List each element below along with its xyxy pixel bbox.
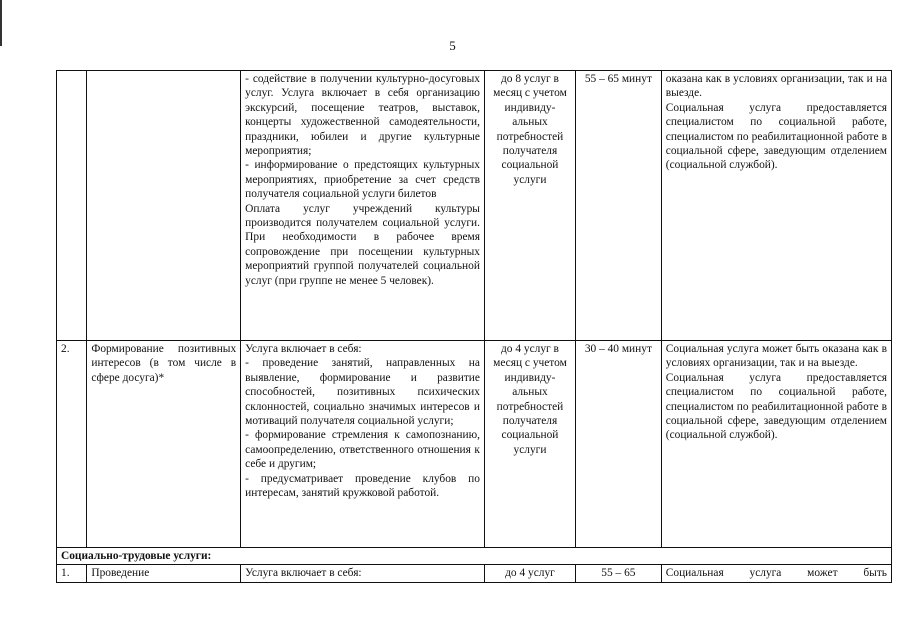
service-content-cell: Услуга включает в себя: - проведение занятий, направленных на выявление, формирование и развитие способностей, позитивных психических склонностей, социально значимых интересов и мотиваций получателя социальной услуги; - формирование стремления к самопознанию, самоопределению, ответственного отношения к себе и другим; - предусматривает проведение клубов по интересам, занятий кружковой работой. xyxy=(241,341,485,548)
service-conditions-cell: Социальная услуга может быть оказана как в условиях организации, так и на выезде. Социальная услуга предоставляется специалистом по социальной работе, специалистом по реабилитационной работе в социальной сфере, заведующим отделением (социальной службой). xyxy=(661,341,891,548)
service-conditions-cell: Социальная услуга может быть xyxy=(661,565,891,582)
service-duration-cell: 55 – 65 xyxy=(575,565,661,582)
table-row xyxy=(57,341,892,548)
service-content-cell: - содействие в получении культурно-досуговых услуг. Услуга включает в себя организацию экскурсий, посещение театров, выставок, концерты художественной самодеятельности, праздники, юбилеи и другие культурные мероприятия; - информирование о предстоящих культурных мероприятиях, приобретение за счет средств получателя социальной услуги билетов Оплата услуг учреждений культуры производится получателем социальной услуги. При необходимости в рабочее время сопровождение при посещении культурных мероприятий группой получателей социальной услуг (при группе не менее 5 человек). xyxy=(241,71,485,341)
service-volume-cell: до 8 услуг в месяц с учетом индивиду-альных потребностей получателя социальной услуги xyxy=(484,71,575,341)
service-name-cell: Формирование позитивных интересов (в том числе в сфере досуга)* xyxy=(87,341,241,548)
service-volume-cell: до 4 услуг в месяц с учетом индивиду-альных потребностей получателя социальной услуги xyxy=(484,341,575,548)
service-name-cell: Проведение xyxy=(87,565,241,582)
service-conditions-cell: оказана как в условиях организации, так и на выезде. Социальная услуга предоставляется специалистом по социальной работе, специалистом по реабилитационной работе в социальной сфере, заведующим отделением (социальной службой). xyxy=(661,71,891,341)
service-volume-cell: до 4 услуг xyxy=(484,565,575,582)
service-duration-cell: 55 – 65 минут xyxy=(575,71,661,341)
row-number-cell xyxy=(57,71,87,341)
table-row xyxy=(57,565,892,582)
service-content-cell: Услуга включает в себя: xyxy=(241,565,485,582)
service-duration-cell: 30 – 40 минут xyxy=(575,341,661,548)
row-number-cell: 1. xyxy=(57,565,87,582)
services-table xyxy=(56,70,892,583)
section-heading: Социально-трудовые услуги: xyxy=(57,548,892,565)
page-number: 5 xyxy=(449,38,456,53)
section-heading-row xyxy=(57,548,892,565)
row-number-cell: 2. xyxy=(57,341,87,548)
table-row xyxy=(57,71,892,341)
service-name-cell xyxy=(87,71,241,341)
